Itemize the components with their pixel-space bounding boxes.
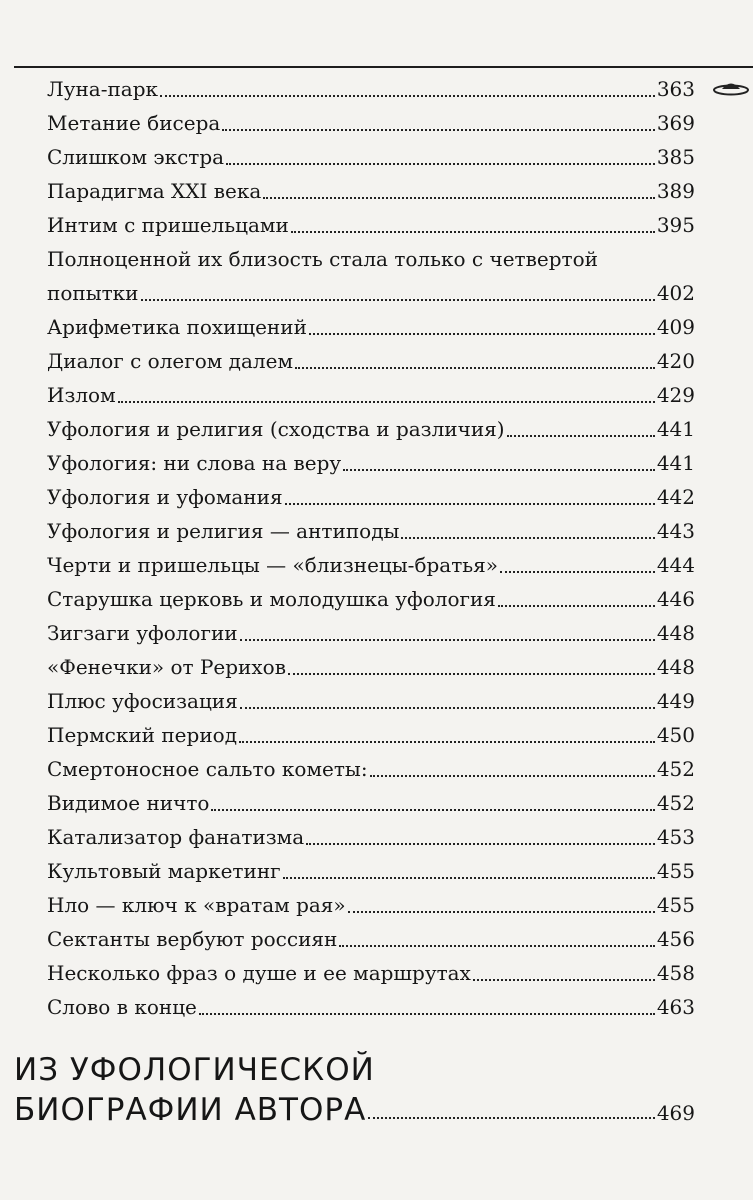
- toc-entry-title: Арифметика похищений: [47, 315, 307, 339]
- toc-entry-page-number: 463: [656, 995, 695, 1019]
- toc-entry-page-number: 395: [656, 213, 695, 237]
- toc-entry-title: Нло — ключ к «вратам рая»: [47, 893, 346, 917]
- toc-entry-title: Излом: [47, 383, 116, 407]
- toc-entry-page-number: 455: [656, 859, 695, 883]
- toc-entry-page-number: 446: [656, 587, 695, 611]
- leader-dots: [339, 941, 654, 947]
- toc-entry-page-number: 402: [656, 281, 695, 305]
- toc-entry-title-line-1: Полноценной их близость стала только с четвертой: [47, 247, 598, 271]
- leader-dots: [291, 227, 655, 233]
- toc-entry: [47, 140, 695, 174]
- leader-dots: [370, 771, 655, 777]
- toc-entry: [47, 106, 695, 140]
- toc-entry-page-number: 453: [656, 825, 695, 849]
- leader-dots: [343, 465, 655, 471]
- toc-entry-page-number: 458: [656, 961, 695, 985]
- leader-dots: [240, 635, 655, 641]
- table-of-contents: [47, 72, 695, 1024]
- toc-entry-page-number: 441: [656, 451, 695, 475]
- toc-entry-page-number: 363: [656, 77, 695, 101]
- toc-entry-title: Уфология и религия (сходства и различия): [47, 417, 505, 441]
- toc-entry-title: Черти и пришельцы — «близнецы-братья»: [47, 553, 499, 577]
- leader-dots: [283, 873, 655, 879]
- toc-entry: [47, 888, 695, 922]
- toc-entry-page-number: 449: [656, 689, 695, 713]
- toc-entry: [47, 72, 695, 106]
- toc-entry: [47, 684, 695, 718]
- leader-dots: [309, 329, 655, 335]
- toc-entry: [47, 514, 695, 548]
- leader-dots: [222, 125, 655, 131]
- leader-dots: [498, 601, 655, 607]
- toc-entry: [47, 208, 695, 242]
- toc-entry: [47, 582, 695, 616]
- section-heading-block: [14, 1050, 695, 1130]
- toc-entry-title: Уфология и религия — антиподы: [47, 519, 400, 543]
- toc-entry-page-number: 448: [656, 621, 695, 645]
- toc-entry: [47, 956, 695, 990]
- leader-dots: [306, 839, 655, 845]
- toc-entry-title: Луна-парк: [47, 77, 159, 101]
- leader-dots: [401, 533, 654, 539]
- toc-entry-row: [47, 276, 695, 310]
- toc-entry-title: Несколько фраз о душе и ее маршрутах: [47, 961, 471, 985]
- toc-entry-title: Пермский период: [47, 723, 238, 747]
- toc-entry: [47, 378, 695, 412]
- leader-dots: [507, 431, 655, 437]
- toc-entry-page-number: 444: [656, 553, 695, 577]
- toc-entry: [47, 616, 695, 650]
- section-heading-row: [14, 1090, 695, 1130]
- leader-dots: [288, 669, 655, 675]
- leader-dots: [211, 805, 654, 811]
- toc-entry-title-line-2: попытки: [47, 281, 139, 305]
- toc-entry-page-number: 442: [656, 485, 695, 509]
- toc-entry-title: Диалог с олегом далем: [47, 349, 294, 373]
- leader-dots: [141, 295, 655, 301]
- leader-dots: [368, 1113, 655, 1119]
- toc-entry-page-number: 448: [656, 655, 695, 679]
- toc-entry-page-number: 389: [656, 179, 695, 203]
- toc-entry: [47, 242, 695, 310]
- toc-entry: [47, 548, 695, 582]
- toc-entry-page-number: 369: [656, 111, 695, 135]
- leader-dots: [500, 567, 655, 573]
- leader-dots: [160, 91, 655, 97]
- leader-dots: [239, 737, 655, 743]
- leader-dots: [348, 907, 655, 913]
- toc-entry-title: Катализатор фанатизма: [47, 825, 305, 849]
- leader-dots: [285, 499, 655, 505]
- toc-entry: [47, 854, 695, 888]
- top-rule: [14, 66, 753, 68]
- toc-entry-page-number: 429: [656, 383, 695, 407]
- toc-entry-page-number: 455: [656, 893, 695, 917]
- section-heading-line-1: ИЗ УФОЛОГИЧЕСКОЙ: [14, 1052, 375, 1088]
- leader-dots: [295, 363, 655, 369]
- toc-entry-title: Метание бисера: [47, 111, 221, 135]
- toc-entry: [47, 786, 695, 820]
- toc-entry-page-number: 420: [656, 349, 695, 373]
- toc-entry-title: Культовый маркетинг: [47, 859, 281, 883]
- toc-entry: [47, 922, 695, 956]
- toc-entry-page-number: 450: [656, 723, 695, 747]
- toc-entry-title: Уфология и уфомания: [47, 485, 283, 509]
- toc-entry: [47, 480, 695, 514]
- toc-entry-title: Интим с пришельцами: [47, 213, 289, 237]
- leader-dots: [263, 193, 655, 199]
- toc-entry-page-number: 441: [656, 417, 695, 441]
- toc-entry-page-number: 385: [656, 145, 695, 169]
- toc-entry-title: Слово в конце: [47, 995, 197, 1019]
- toc-entry-title: Зигзаги уфологии: [47, 621, 238, 645]
- toc-entry: [47, 412, 695, 446]
- toc-entry-title: Смертоносное сальто кометы:: [47, 757, 368, 781]
- leader-dots: [226, 159, 655, 165]
- toc-entry-title: Видимое ничто: [47, 791, 210, 815]
- toc-entry: [47, 174, 695, 208]
- toc-entry-page-number: 452: [656, 791, 695, 815]
- toc-entry: [47, 446, 695, 480]
- toc-entry-title: Уфология: ни слова на веру: [47, 451, 342, 475]
- leader-dots: [199, 1009, 655, 1015]
- toc-entry-title: Парадигма XXI века: [47, 179, 262, 203]
- leader-dots: [118, 397, 655, 403]
- toc-entry-title: Сектанты вербуют россиян: [47, 927, 338, 951]
- toc-entry: [47, 752, 695, 786]
- toc-entry-page-number: 409: [656, 315, 695, 339]
- leader-dots: [473, 975, 655, 981]
- toc-entry-title: Старушка церковь и молодушка уфология: [47, 587, 496, 611]
- toc-entry: [47, 310, 695, 344]
- toc-entry: [47, 820, 695, 854]
- toc-entry-title: Слишком экстра: [47, 145, 225, 169]
- toc-entry-title: Плюс уфосизация: [47, 689, 238, 713]
- toc-entry-page-number: 452: [656, 757, 695, 781]
- leader-dots: [240, 703, 655, 709]
- toc-entry: [47, 990, 695, 1024]
- toc-entry: [47, 344, 695, 378]
- toc-entry: [47, 718, 695, 752]
- toc-entry: [47, 650, 695, 684]
- ufo-icon: [711, 78, 749, 98]
- toc-entry-title: «Фенечки» от Рерихов: [47, 655, 286, 679]
- section-heading-line-2: БИОГРАФИИ АВТОРА: [14, 1092, 367, 1128]
- toc-entry-page-number: 456: [656, 927, 695, 951]
- section-page-number: 469: [656, 1101, 695, 1125]
- toc-entry-page-number: 443: [656, 519, 695, 543]
